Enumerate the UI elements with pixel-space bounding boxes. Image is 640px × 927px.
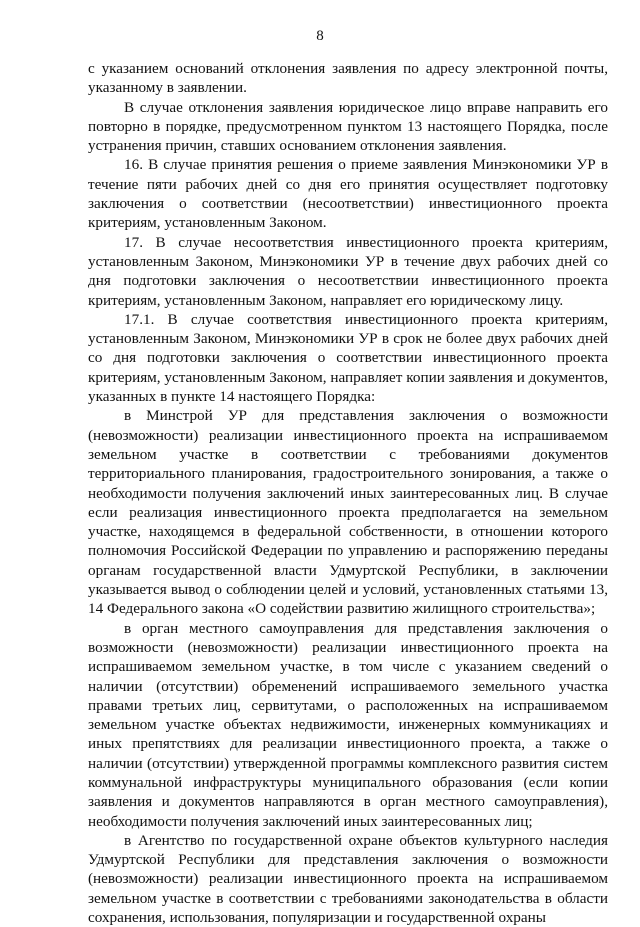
paragraph-minstroy: в Минстрой УР для представления заключения о возможности (невозможности) реализации инвестиционного проекта на испрашиваемом земельном участке в соответствии с требованиями документов территориального планирования, градостроительного зонирования, а также о необходимости получения заключений иных заинтересованных лиц. В случае если реализация инвестиционного проекта предполагается на земельном участке, находящемся в федеральной собственности, в отношении которого полномочия Российской Федерации по управлению и распоряжению переданы органам государственной власти Удмуртской Республики, в заключении указывается вывод о соблюдении целей и условий, установленных статьями 13, 14 Федерального закона «О содействии развитию жилищного строительства»; [88, 407, 608, 618]
document-body [88, 59, 608, 927]
paragraph-local-government: в орган местного самоуправления для представления заключения о возможности (невозможности) реализации инвестиционного проекта на испрашиваемом земельном участке, в том числе с указанием сведений о наличии (отсутствии) обременений испрашиваемого земельного участка правами третьих лиц, сервитутами, о расположенных на испрашиваемом земельном участке объектах недвижимости, инженерных коммуникациях и иных препятствиях для реализации инвестиционного проекта, а также о наличии (отсутствии) утвержденной программы комплексного развития систем коммунальной инфраструктуры муниципального образования (если копии заявления и документов направляются в орган местного самоуправления), необходимости получения заключений иных заинтересованных лиц; [88, 619, 608, 830]
paragraph-item-17: 17. В случае несоответствия инвестиционного проекта критериям, установленным Законом, Минэкономики УР в течение двух рабочих дней со дня подготовки заключения о несоответствии инвестиционного проекта критериям, установленным Законом, направляет его юридическому лицу. [88, 233, 608, 309]
paragraph-continuation: с указанием оснований отклонения заявления по адресу электронной почты, указанному в заявлении. [88, 60, 608, 97]
paragraph-heritage-agency: в Агентство по государственной охране объектов культурного наследия Удмуртской Республики для представления заключения о возможности (невозможности) реализации инвестиционного проекта на испрашиваемом земельном участке в соответствии с требованиями законодательства в области сохранения, использования, популяризации и государственной охраны [88, 831, 608, 927]
paragraph-item-17-1: 17.1. В случае соответствия инвестиционного проекта критериям, установленным Законом, Минэкономики УР в срок не более двух рабочих дней со дня подготовки заключения о соответствии инвестиционного проекта критериям, установленным Законом, направляет копии заявления и документов, указанных в пункте 14 настоящего Порядка: [88, 310, 608, 406]
page-number: 8 [316, 28, 324, 44]
paragraph-rejection-resubmit: В случае отклонения заявления юридическое лицо вправе направить его повторно в порядке, предусмотренном пунктом 13 настоящего Порядка, после устранения причин, ставших основанием отклонения заявления. [88, 98, 608, 155]
paragraph-item-16: 16. В случае принятия решения о приеме заявления Минэкономики УР в течение пяти рабочих дней со дня его принятия осуществляет подготовку заключения о соответствии (несоответствии) инвестиционного проекта критериям, установленным Законом. [88, 156, 608, 232]
